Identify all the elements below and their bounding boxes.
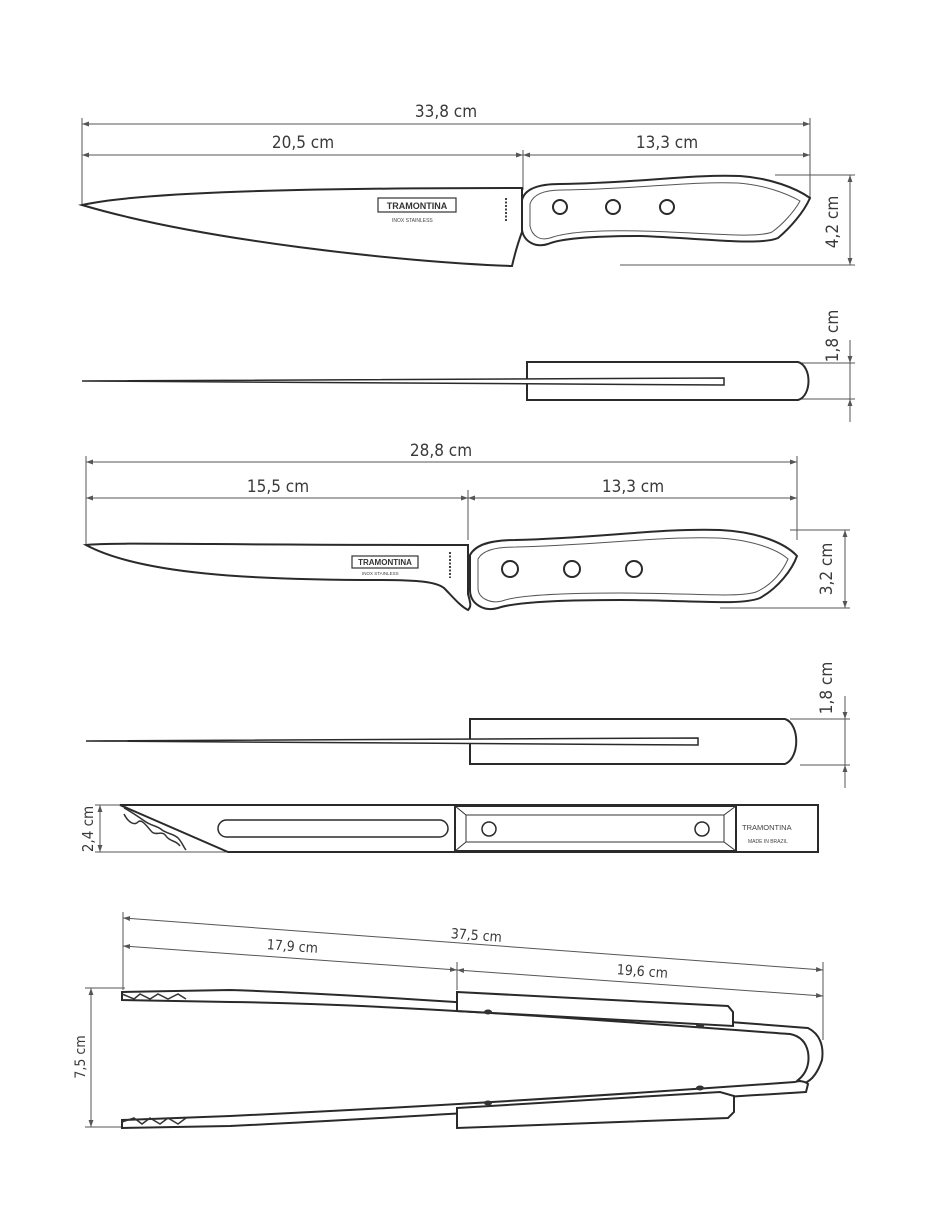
brand-subtitle: INOX STAINLESS <box>392 218 433 224</box>
tongs-handle-length: 19,6 cm <box>616 962 669 982</box>
rivet <box>484 1101 492 1106</box>
knife-1-side-view <box>82 102 855 266</box>
knife-1-blade-top <box>82 378 724 385</box>
knife-2-blade-length: 15,5 cm <box>246 477 310 497</box>
knife-2-handle-length: 13,3 cm <box>601 477 665 497</box>
knife-1-handle-length: 13,3 cm <box>635 133 699 153</box>
rivet <box>482 822 496 836</box>
knife-2-height: 3,2 cm <box>817 542 837 596</box>
knife-2-blade-top <box>86 738 698 745</box>
tongs-total-length: 37,5 cm <box>450 926 503 946</box>
tongs-top-view <box>79 805 818 852</box>
rivet <box>564 561 580 577</box>
knife-1-total-length: 33,8 cm <box>414 102 478 122</box>
knife-2-top-view <box>86 662 850 788</box>
tongs-handle-top <box>455 806 736 851</box>
rivet <box>696 1086 704 1091</box>
knife-2-blade <box>86 544 470 610</box>
rivet <box>502 561 518 577</box>
rivet <box>696 1024 704 1029</box>
tongs-tip-length: 17,9 cm <box>266 937 319 957</box>
rivet <box>695 822 709 836</box>
knife-1-top-view <box>82 310 855 422</box>
rivet <box>660 200 674 214</box>
knife-2-side-view <box>86 441 850 610</box>
tongs-open-height: 7,5 cm <box>73 1035 89 1079</box>
knife-1-height: 4,2 cm <box>823 195 843 249</box>
knife-2-thickness: 1,8 cm <box>817 661 837 715</box>
brand-logo: TRAMONTINA <box>358 558 412 567</box>
rivet <box>606 200 620 214</box>
tongs-width: 2,4 cm <box>79 805 97 853</box>
knife-1-blade-length: 20,5 cm <box>271 133 335 153</box>
dimension-line-total <box>123 918 823 970</box>
rivet <box>484 1010 492 1015</box>
tongs-brand: TRAMONTINA <box>742 823 792 832</box>
tongs-made-in: MADE IN BRAZIL <box>748 839 788 845</box>
brand-logo: TRAMONTINA <box>386 201 448 211</box>
tongs-side-view <box>73 912 823 1128</box>
tongs-slot <box>218 820 448 837</box>
brand-subtitle: INOX STAINLESS <box>362 571 399 576</box>
rivet <box>553 200 567 214</box>
knife-2-total-length: 28,8 cm <box>409 441 473 461</box>
rivet <box>626 561 642 577</box>
knife-1-thickness: 1,8 cm <box>823 309 843 363</box>
